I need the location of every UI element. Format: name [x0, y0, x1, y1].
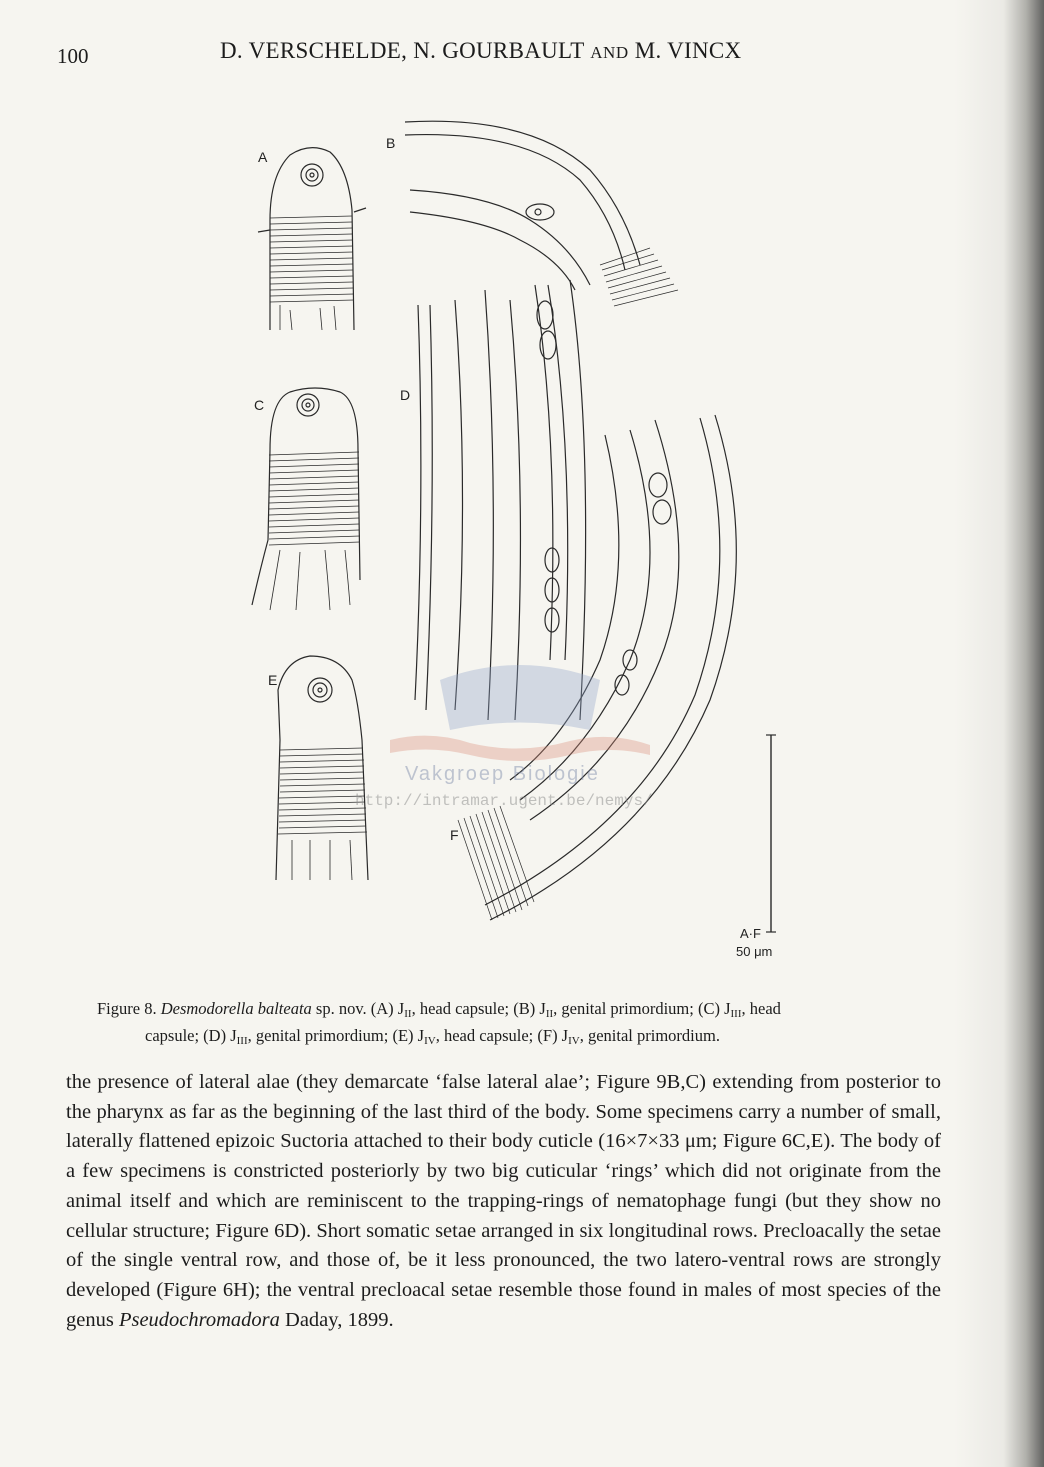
scale-label: A·F	[740, 926, 761, 941]
genus-name: Pseudochromadora	[118, 1308, 280, 1331]
watermark-text-2: http://intramar.ugent.be/nemys/	[355, 792, 653, 810]
authors-and: AND	[590, 43, 629, 62]
panel-label-e: E	[268, 672, 278, 688]
watermark-text-1: Vakgroep Biologie	[405, 763, 600, 785]
page-edge-shadow	[954, 0, 1044, 1467]
body-text-main: the presence of lateral alae (they demarcate ‘false lateral alae’; Figure 9B,C) extending from posterior to the pharynx as far as the beginning of the last third of the body. Some specimens carry a number of small, laterally flattened epizoic Suctoria attached to their body cuticle (16×7×33 μm; Figure 6C,E). The body of a few specimens is constricted posteriorly by two big cuticular ‘rings’ which did not originate from the animal itself and which are reminiscent to the trapping-rings of nematophage fungi (but they show no cellular structure; Figure 6D). Short somatic setae arranged in six longitudinal rows. Precloacally the setae of the single ventral row, and those of, be it less pronounced, the two latero-ventral rows are strongly developed (Figure 6H); the ventral precloacal setae resemble those found in males of most species of the genus	[66, 1071, 941, 1331]
nematode-drawings	[230, 100, 790, 970]
body-paragraph	[66, 1068, 941, 1335]
panel-d-genital-primordium	[415, 280, 586, 720]
caption-species: Desmodorella balteata	[160, 999, 312, 1018]
caption-figure-label: Figure 8.	[97, 999, 157, 1018]
figure-8-illustration	[230, 100, 790, 970]
watermark-logo	[350, 655, 690, 815]
scale-bar	[766, 735, 776, 932]
authors-part1: D. VERSCHELDE, N. GOURBAULT	[220, 38, 585, 63]
page-number: 100	[57, 44, 89, 68]
panel-a-head	[258, 148, 366, 330]
panel-label-d: D	[400, 387, 411, 403]
authors-part2: M. VINCX	[634, 38, 742, 63]
panel-label-c: C	[254, 397, 265, 413]
panel-b-genital-primordium	[405, 121, 678, 306]
panel-label-f: F	[450, 827, 459, 843]
panel-label-b: B	[386, 135, 396, 151]
panel-c-head	[252, 388, 360, 610]
caption-line-2: capsule; (D) $J_{III}$, genital primordium; (E) $J_{IV}$, head capsule; (F) $J_{IV}$, genital primordium.	[145, 1026, 720, 1047]
panel-label-a: A	[258, 149, 268, 165]
figure-caption: Figure 8. Desmodorella balteata sp. nov. (A) $J_{II}$, head capsule; (B) $J_{II}$, genital primordium; (C) $J_{III}$, head capsule; (D) $J_{III}$, genital primordium; (E) $J_{IV}$, head capsule; (F) $J_{IV}$, genital primordium.	[97, 998, 909, 1052]
body-text-end: Daday, 1899.	[279, 1308, 394, 1331]
scale-value: 50 μm	[736, 944, 773, 959]
running-head	[220, 38, 741, 64]
